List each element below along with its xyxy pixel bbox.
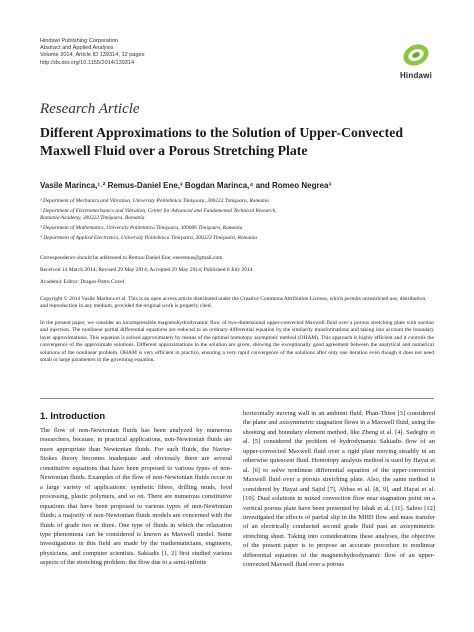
logo-name: Hindawi xyxy=(399,71,433,80)
academic-editor: Academic Editor: Dragos-Patru Covei xyxy=(40,279,125,285)
section-heading: 1. Introduction xyxy=(40,410,106,421)
correspondence: Correspondence should be addressed to Remus-Daniel Ene; eneremus@gmail.com xyxy=(40,255,223,261)
affiliation-2: ² Department of Electromechanics and Vibration, Center for Advanced and Fundamental Technical Research, xyxy=(40,208,277,214)
journal-doi[interactable]: http://dx.doi.org/10.1155/2014/139314 xyxy=(40,59,135,66)
paper-title: Different Approximations to the Solution of Upper-Convected Maxwell Fluid over a Porous Stretching Plate xyxy=(40,125,404,158)
journal-publisher: Hindawi Publishing Corporation xyxy=(40,38,119,44)
journal-info xyxy=(40,38,145,67)
affiliation-3: ³ Department of Mathematics, University Politehnica Timişoara, 300006 Timişoara, Romania xyxy=(40,225,243,232)
body-column-right: horizontally moving wall in an ambient fluid. Phan-Thien [3] considered the plane and axisymmetric stagnation flows in a Maxwell fluid, using the shooting and boundary element method, like Zheng et al. [4]. Sadeghy et al. [5] considered the problem of hydrodynamic Sakiadis flow of an upper-convected Maxwell fluid over a rigid plate moving steadily in an otherwise quiescent fluid. Homotopy analysis method is used by Hayat et al. [6] to solve nonlinear differential equation of the upper-convected Maxwell fluid over a porous stretching plate. Also, the same method is considered by Hayat and Sajid [7], Abbas et al. [8, 9], and Hayat et al. [10]. Dual solutions in mixed convection flow near stagnation point on a vertical porous plate have been presented by Ishak et al. [11]. Sahoo [12] investigated the effects of partial slip in the MHD flow and mass transfer of an electrically conducted second grade fluid past an axisymmetric stretching sheet. Taking into considerations these analyses, the objective of the present paper is to propose an accurate procedure to nonlinear differential equation of the magnetohydrodynamic flow of an upper-convected Maxwell fluid over a porous xyxy=(243,410,435,569)
affiliation-2-cont: Romania Academy, 300222 Timişoara, Romania xyxy=(40,215,145,222)
hindawi-logo-icon xyxy=(399,40,433,70)
hindawi-logo xyxy=(392,40,440,80)
abstract-divider xyxy=(40,398,434,399)
journal-name: Abstract and Applied Analysis xyxy=(40,45,114,52)
abstract: In the present paper, we consider an incompressible magnetohydrodynamic flow of two-dimensional upper-convected Maxwell fluid over a porous stretching plate with suction and injection. The nonlinear partial differential equations are reduced to an ordinary differential equation by the similarity transformations and taking into account the boundary layer approximations. This equation is solved approximately by means of the optimal homotopy asymptotic method (OHAM). This approach is highly efficient and it controls the convergence of the approximate solutions. Different approximations to the solution are given, showing the exceptionally good agreement between the analytical and numerical solutions of the nonlinear problem. OHAM is very efficient in practice, ensuring a very rapid convergence of the solutions after only one iteration even though it does not need small or large parameters in the governing equation. xyxy=(40,320,434,364)
journal-volume: Volume 2014, Article ID 139314, 12 pages xyxy=(40,52,145,59)
article-type: Research Article xyxy=(40,101,140,117)
author-list: Vasile Marinca,¹˒² Remus-Daniel Ene,³ Bogdan Marinca,⁴ and Romeo Negrea³ xyxy=(40,181,332,190)
copyright-notice: Copyright © 2014 Vasile Marinca et al. This is an open access article distributed under the Creative Commons Attribution License, which permits unrestricted use, distribution, and reproduction in any medium, provided the original work is properly cited. xyxy=(40,296,427,310)
affiliation-1: ¹ Department of Mechanics and Vibration, University Politehnica Timişoara, 300222 Timişoara, Romania xyxy=(40,198,269,204)
affiliation-4: ⁴ Department of Applied Electronics, University Politehnica Timişoara, 300223 Timişoara, Romania xyxy=(40,235,258,242)
affiliations xyxy=(40,198,440,245)
dates: Received 14 March 2014; Revised 29 May 2014; Accepted 29 May 2014; Published 6 July 2014 xyxy=(40,267,253,273)
body-column-left: The flow of non-Newtonian fluids has been analyzed by numerous researchers, because, in practical applications, non-Newtonian fluids are more appropriate than Newtonian fluids. For such fluids, the Navier-Stokes theory becomes inadequate and obviously there are several constitutive equations that have been proposed to various types of non-Newtonian fluids. Examples of the flow of non-Newtonian fluids occur in a large variety of applications: synthetic fibres, drilling muds, food processing, plastic polymers, and so on. There are numerous constitutive equations that have been proposed to various types of non-Newtonian fluids; a majority of non-Newtonian fluids models are concerned with the fluids of grade two or three. One type of fluids in which the relaxation type phenomena can be considered is known as Maxwell model. Some investigations in this field are made by the mathematicians, engineers, physicians, and computer scientists. Sakiadis [1, 2] first studied various aspects of the stretching problem: the flow due to a semi-infinite xyxy=(40,427,232,567)
